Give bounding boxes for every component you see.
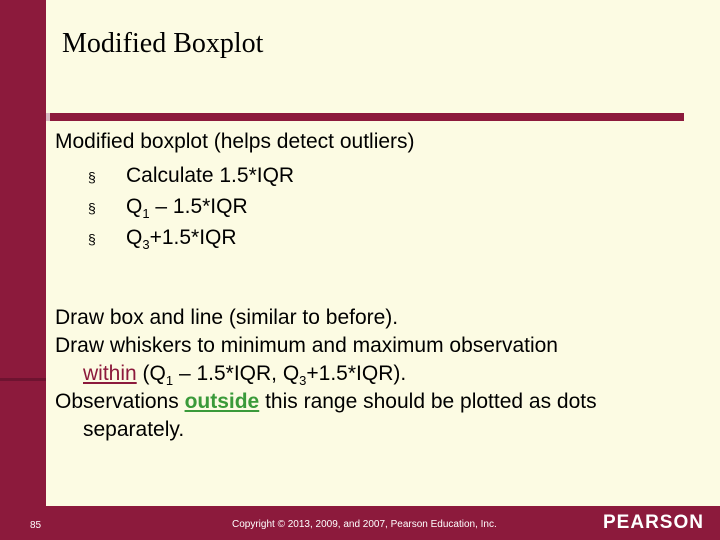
bullet-text: $Q_1 - 1.5*IQR$ xyxy=(126,195,248,221)
paragraph-draw-box: Draw box and line (similar to before). xyxy=(55,306,399,329)
paragraph-outliers-cont: separately. xyxy=(83,418,185,441)
bullet-marker: § xyxy=(88,200,96,216)
intro-text: Modified boxplot (helps detect outliers) xyxy=(55,130,415,153)
pearson-logo: PEARSON xyxy=(603,512,704,533)
bullet-marker: § xyxy=(88,231,96,247)
title-divider xyxy=(46,113,684,121)
left-bar-notch xyxy=(0,378,46,381)
within-emphasis: within xyxy=(83,362,137,385)
paragraph-whiskers: Draw whiskers to minimum and maximum observation xyxy=(55,334,558,357)
title-divider-tick xyxy=(46,113,50,121)
bullet-item xyxy=(88,162,705,193)
bullet-list xyxy=(88,162,705,255)
paragraph-whiskers-cont: within ($Q_1 - 1.5*IQR$, $Q_3+1.5*IQR$). xyxy=(83,362,407,388)
bullet-text: Calculate 1.5*IQR xyxy=(126,164,295,187)
slide-title: Modified Boxplot xyxy=(62,28,264,59)
copyright-text: Copyright © 2013, 2009, and 2007, Pearson Education, Inc. xyxy=(232,519,497,530)
slide-content xyxy=(55,128,705,444)
page-number: 85 xyxy=(30,520,42,531)
outside-emphasis: outside xyxy=(184,390,260,413)
bullet-text: $Q_3+1.5*IQR$ xyxy=(126,226,237,252)
bullet-item xyxy=(88,224,705,255)
paragraph-outliers: Observations outside this range should be plotted as dots xyxy=(55,390,597,413)
bullet-item xyxy=(88,193,705,224)
left-accent-bar xyxy=(0,0,46,540)
bullet-marker: § xyxy=(88,169,96,185)
